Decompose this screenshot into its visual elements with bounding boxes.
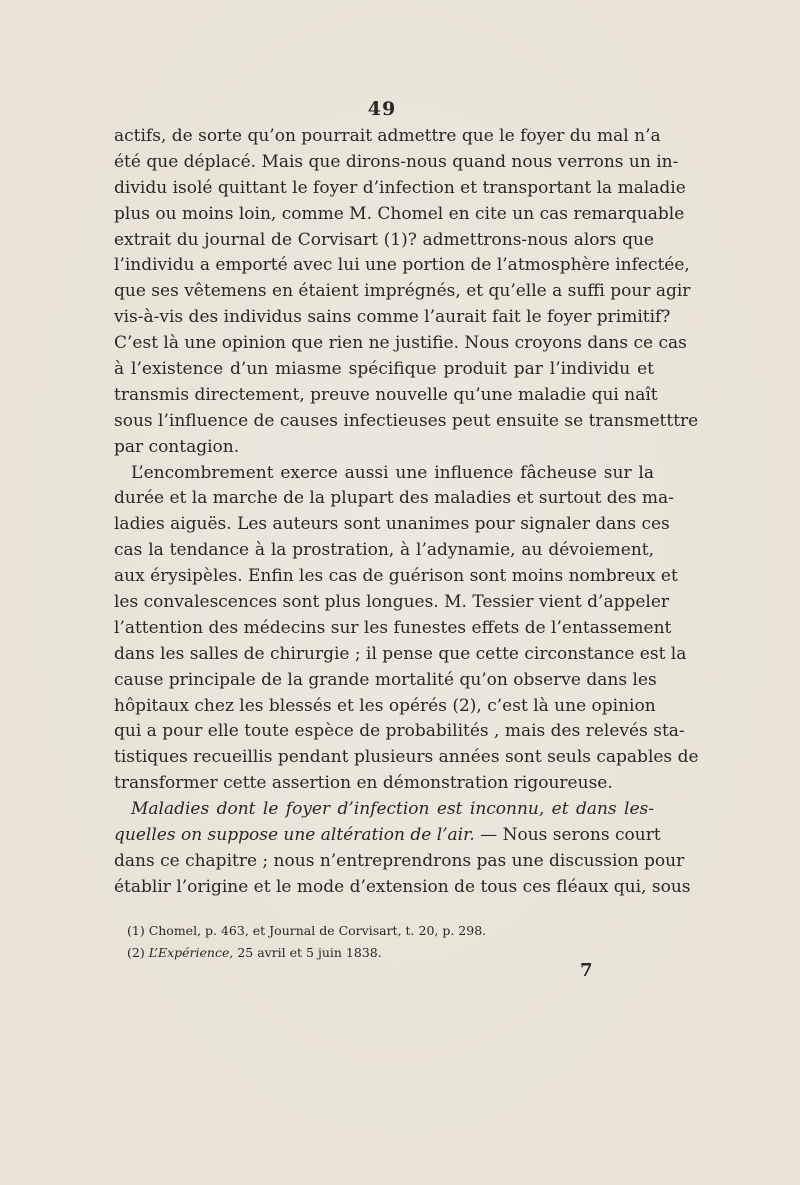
section-heading-line: Maladies dont le foyer d’infection est inconnu, et dans les-	[131, 799, 654, 820]
text-line: l’individu a emporté avec lui une portion de l’atmosphère infectée,	[114, 255, 690, 276]
text-line: qui a pour elle toute espèce de probabilités , mais des relevés sta-	[114, 721, 685, 742]
text-run: — Nous serons court	[474, 825, 661, 846]
text-line: transmis directement, preuve nouvelle qu’une maladie qui naît	[114, 384, 658, 405]
page-number: 49	[367, 98, 397, 120]
text-line: été que déplacé. Mais que dirons-nous quand nous verrons un in-	[114, 151, 679, 172]
text-line: sous l’influence de causes infectieuses peut ensuite se transmetttre	[114, 410, 699, 431]
text-line	[114, 823, 661, 849]
text-line: cas la tendance à la prostration, à l’adynamie, au dévoiement,	[114, 540, 654, 561]
text-line: vis-à-vis des individus sains comme l’aurait fait le foyer primitif?	[114, 307, 671, 328]
text-line: que ses vêtemens en étaient imprégnés, et qu’elle a suffi pour agir	[114, 281, 691, 302]
footnote-marker: (1)	[127, 923, 145, 938]
footnote	[127, 920, 547, 942]
text-line: dans ce chapitre ; nous n’entreprendrons pas une discussion pour	[114, 850, 685, 871]
text-line: dividu isolé quittant le foyer d’infection et transportant la maladie	[114, 177, 686, 198]
text-line: cause principale de la grande mortalité qu’on observe dans les	[114, 669, 657, 690]
text-line: à l’existence d’un miasme spécifique produit par l’individu et	[114, 359, 654, 380]
text-line: plus ou moins loin, comme M. Chomel en cite un cas remarquable	[114, 203, 685, 224]
footnotes	[127, 920, 547, 964]
text-line: établir l’origine et le mode d’extension de tous ces fléaux qui, sous	[114, 876, 691, 897]
text-line: par contagion.	[114, 436, 240, 457]
text-line: tistiques recueillis pendant plusieurs années sont seuls capables de	[114, 747, 699, 768]
footnote-text: 25 avril et 5 juin 1838.	[233, 945, 382, 960]
text-line: transformer cette assertion en démonstration rigoureuse.	[114, 773, 613, 794]
text-line: durée et la marche de la plupart des maladies et surtout des ma-	[114, 488, 674, 509]
text-line: aux érysipèles. Enfin les cas de guérison sont moins nombreux et	[114, 566, 678, 587]
text-line: L’encombrement exerce aussi une influence fâcheuse sur la	[131, 462, 654, 483]
footnote	[127, 942, 547, 964]
text-line: hôpitaux chez les blessés et les opérés (2), c’est là une opinion	[114, 695, 656, 716]
text-line: extrait du journal de Corvisart (1)? admettrons-nous alors que	[114, 229, 654, 250]
text-line: actifs, de sorte qu’on pourrait admettre que le foyer du mal n’a	[114, 126, 661, 146]
text-line: dans les salles de chirurgie ; il pense que cette circonstance est la	[114, 643, 687, 664]
footnote-text: Chomel, p. 463, et Journal de Corvisart, t. 20, p. 298.	[144, 923, 487, 938]
text-line: ladies aiguës. Les auteurs sont unanimes pour signaler dans ces	[114, 514, 670, 535]
section-heading-text: quelles on suppose une altération de l’air.	[114, 825, 475, 846]
signature-mark: 7	[580, 960, 593, 981]
text-line: C’est là une opinion que rien ne justifie. Nous croyons dans ce cas	[114, 333, 687, 354]
footnote-marker: (2)	[127, 945, 145, 960]
text-line: l’attention des médecins sur les funestes effets de l’entassement	[114, 617, 672, 638]
body-text	[114, 124, 699, 901]
footnote-source: L’Expérience,	[144, 945, 234, 960]
text-line: les convalescences sont plus longues. M. Tessier vient d’appeler	[114, 592, 670, 613]
